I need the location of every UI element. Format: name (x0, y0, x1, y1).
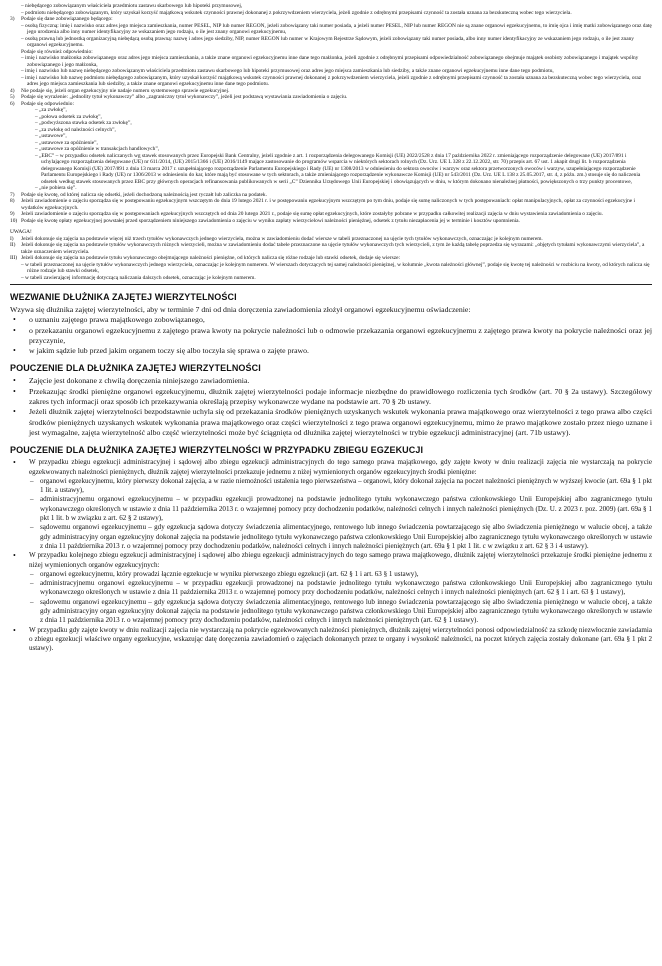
footnote-marker: 4) (10, 87, 15, 94)
footnote-marker (10, 262, 21, 275)
uwaga-notes (10, 229, 652, 281)
footnote-marker: 8) (10, 198, 15, 204)
footnote-text: – „nie pobiera się”. (35, 185, 77, 191)
uwaga-label: UWAGA! (10, 229, 32, 235)
footnote-text: – osobą fizyczną: imię i nazwisko oraz adres jego miejsca zamieszkania, numer PESEL, NIP lub numer REGON, jeżeli zobowiązany taki numer posiada, a jeżeli numer PESEL, NIP lub numer REGON nie są znane organowi egzekucyjnemu, to imię ojca i imię matki zobowiązanego oraz datę jego urodzenia albo inny numer identyfikacyjny ze wskazaniem jego rodzaju, o ile jest znany organowi egzekucyjnemu, (21, 22, 652, 35)
footnote-row (10, 218, 652, 225)
footnote-text: – imię i nazwisko lub nazwę niebędącego zobowiązanym właściciela przedmiotu zastawu skarbowego lub hipoteki przymusowej oraz adres jego miejsca zamieszkania lub siedziby, a także znane organowi egzekucyjnemu inne dane tego podmiotu, (21, 68, 554, 74)
footnote-text: – w tabeli zawierającej informację dotyczącą naliczania dalszych odsetek, oznaczając je kolejnym numerem. (21, 274, 256, 281)
footnote-text: – podmiotu niebędącego zobowiązanym, który uzyskał korzyść majątkową wskutek czynności prawnej dokonanej z pokrzywdzeniem wierzyciela, jeżeli zgodnie z odrębnymi przepisami czynność ta została uznana za bezskuteczną wobec tego wierzyciela. (21, 9, 572, 16)
list-item: • Zajęcie jest dokonane z chwilą doręczenia niniejszego zawiadomienia. (10, 376, 652, 386)
footnote-marker: III) (10, 255, 18, 261)
footnote-marker: 9) (10, 211, 15, 217)
footnote-marker (10, 36, 21, 49)
footnote-marker: 6) (10, 100, 15, 107)
footnote-text: Podaje się wyrażenie: „jednolity tytuł wykonawczy” albo „zagraniczny tytuł wykonawczy”, jeżeli jest podstawą wystawiania zawiadomienia o zajęciu. (21, 94, 348, 100)
zbieg-list (10, 458, 652, 653)
footnote-row (10, 23, 652, 36)
footnote-text: Podaje się kwotę, od której nalicza się odsetki, jeżeli dochodzoną należnością jest ryczałt lub zaliczka na podatek. (21, 191, 267, 198)
footnote-text: – „za zwłokę”, (35, 107, 67, 113)
footnote-marker: II) (10, 242, 16, 248)
footnote-marker (10, 275, 21, 282)
section-pouczenie (10, 376, 652, 438)
list-item: • o uznaniu zajętego prawa majątkowego zobowiązanego, (10, 315, 652, 325)
list-item: • Jeżeli dłużnik zajętej wierzytelności bezpodstawnie uchyla się od przekazania środków pieniężnych uzyskanych wskutek wykonania prawa majątkowego oraz wierzytelności z tego prawa albo części środków pieniężnych uzyskanych wskutek wykonania prawa majątkowego oraz części wierzytelności z tego prawa organowi egzekucyjnemu, mimo że prawo majątkowe zostało przez niego uznane i jest wymagalne, zajęta wierzytelność albo część wierzytelności może być ściągnięta od dłużnika zajętej wierzytelności w trybie egzekucji administracyjnej (art. 71b ustawy). (10, 407, 652, 438)
footnote-row (10, 153, 652, 186)
footnote-marker (10, 55, 21, 68)
footnote-text: – „połowa odsetek za zwłokę”, (35, 113, 102, 120)
sub-item: – sądowemu organowi egzekucyjnemu – gdy egzekucja sądowa dotyczy świadczenia alimentacyjnego, rentowego lub innego świadczenia powtarzającego się albo świadczenia pieniężnego w walucie obcej, a także gdy administracyjny organ egzekucyjny dokonał zajęcia na podstawie jednolitego tytułu wykonawczego państwa członkowskiego Unii Europejskiej albo zagranicznego tytułu wykonawczego określonych w ustawie z dnia 11 października 2013 r. o wzajemnej pomocy przy dochodzeniu podatków, należności celnych i innych należności pieniężnych (art. 69a § 1 pkt 1 lit. c w związku z art. 62 § 3 i 4 ustawy). (10, 523, 652, 551)
footnote-text: – w tabeli przeznaczonej na ujęcie tytułów wykonawczych jednego wierzyciela, oznaczając je kolejnym numerem. W wierszach dotyczących tej samej należności pieniężnej, w kolumnie „kwota należności głównej”, podaje się kwotę tej należności w rozbiciu na kwoty, od których nalicza się różne rodzaje lub stawki odsetek, (21, 261, 650, 274)
section-wezwanie (10, 305, 652, 356)
section-title-pouczenie: POUCZENIE DLA DŁUŻNIKA ZAJĘTEJ WIERZYTELNOŚCI (10, 363, 261, 374)
wezwanie-list (10, 315, 652, 356)
section-title-wezwanie: WEZWANIE DŁUŻNIKA ZAJĘTEJ WIERZYTELNOŚCI (10, 292, 237, 302)
footnote-row (10, 198, 652, 211)
list-item: • Przekazując środki pieniężne organowi egzekucyjnemu, dłużnik zajętej wierzytelności podaje informacje niezbędne do prawidłowego rozliczenia tych środków (art. 70 § 2a ustawy). Szczegółowy zakres tych informacji oraz sposób ich przekazywania określają przepisy wykonawcze wydane na podstawie art. 70 § 2b ustawy. (10, 387, 652, 408)
pouczenie-list (10, 376, 652, 438)
list-item: • w jakim sądzie lub przed jakim organem toczy się albo toczyła się sprawa o zajęte prawo. (10, 346, 652, 356)
footnote-text: Jeżeli dokonuje się zajęcia na podstawie tytułu wykonawczego obejmującego należności pieniężne, od których nalicza się różne rodzaje lub stawki odsetek, dodaje się wiersze: (21, 255, 400, 261)
footnote-marker (10, 23, 21, 36)
footnote-row (10, 55, 652, 68)
sub-item: – organowi egzekucyjnemu, który pierwszy dokonał zajęcia, a w razie niemożności ustalenia tego pierwszeństwa – organowi, który dokonał zajęcia na poczet należności pieniężnych w wyższej kwocie (art. 69a § 1 pkt 1 lit. a ustawy), (10, 477, 652, 496)
list-item: • W przypadku gdy zajęte kwoty w dniu realizacji zajęcia nie wystarczają na pokrycie egzekwowanych należności pieniężnych, dłużnik zajętej wierzytelności ponosi odpowiedzialność za szkodę niezwłocznie zawiadamia o zbiegu egzekucji właściwe organy egzekucyjne, wskazując datę doręczenia zawiadomień o zajęciach dokonanych przez te organy i wysokość należności, na poczet których zajęcia zostały dokonane (art. 69a § 1 pkt 2 ustawy). (10, 626, 652, 654)
footnote-text: – imię i nazwisko małżonka zobowiązanego oraz adres jego miejsca zamieszkania, a także znane organowi egzekucyjnemu inne dane tego małżonka, jeżeli zgodnie z odrębnymi przepisami odpowiedzialność zobowiązanego obejmuje majątek osobisty zobowiązanego i majątek wspólny zobowiązanego i jego małżonka, (21, 55, 639, 68)
list-item: • W przypadku kolejnego zbiegu egzekucji administracyjnej i sądowej albo zbiegu egzekucji administracyjnych do tego samego prawa majątkowego, dłużnik zajętej wierzytelności przekazuje środki pieniężne jednemu z niżej wymienionych organów egzekucyjnych: (10, 551, 652, 570)
list-item: • o przekazaniu organowi egzekucyjnemu z zajętego prawa kwoty na pokrycie należności lub o odmowie przekazania organowi egzekucyjnemu z zajętego prawa kwoty na pokrycie należności oraz jej przyczynie, (10, 326, 652, 347)
footnote-row (10, 242, 652, 255)
footnote-text: Podaje się odpowiednio: (21, 100, 75, 107)
separator (10, 284, 652, 285)
footnote-text: Podaje się również odpowiednio: (21, 48, 93, 55)
footnote-row (10, 262, 652, 275)
footnote-text: – niebędącego zobowiązanym właściciela przedmiotu zastawu skarbowego lub hipoteki przymusowej, (21, 3, 243, 9)
footnote-text: Jeżeli dokonuje się zajęcia na podstawie więcej niż trzech tytułów wykonawczych jednego wierzyciela, można w zawiadomieniu dodać wiersze w tabeli przeznaczonej na ujęcie tych tytułów wykonawczych, oznaczając je kolejnym numerem. (21, 235, 543, 242)
footnote-text: – „ustawowe”, (35, 133, 67, 139)
list-item: • W przypadku zbiegu egzekucji administracyjnej i sądowej albo zbiegu egzekucji administracyjnych do tego samego prawa majątkowego, gdy zajęte kwoty w dniu realizacji zajęcia nie wystarczają na pokrycie egzekwowanych należności pieniężnych, dłużnik zajętej wierzytelności przekazuje jednemu z niżej wymienionych organów egzekucyjnych środki pieniężne: (10, 458, 652, 477)
sub-item: – administracyjnemu organowi egzekucyjnemu – w przypadku egzekucji prowadzonej na podstawie jednolitego tytułu wykonawczego państwa członkowskiego Unii Europejskiej albo zagranicznego tytułu wykonawczego określonych w ustawie z dnia 11 października 2013 r. o wzajemnej pomocy przy dochodzeniu podatków, należności celnych i innych należności pieniężnych (art. 62 § 1 i art. 63 § 1 ustawy), (10, 579, 652, 598)
footnote-marker (10, 75, 21, 88)
section-title-pouczenie-zbieg: POUCZENIE DLA DŁUŻNIKA ZAJĘTEJ WIERZYTELNOŚCI W PRZYPADKU ZBIEGU EGZEKUCJI (10, 445, 424, 456)
footnote-text: – „EBC” – w przypadku odsetek naliczanych wg stawek stosowanych przez Europejski Bank Centralny, jeżeli zgodnie z art. 1 rozporządzenia delegowanego Komisji (UE) 2022/2528 z dnia 17 października 2022 r. zmieniającego rozporządzenie delegowane (UE) 2017/891 i uchylającego rozporządzenia delegowane (UE) nr 611/2014, (UE) 2015/1366 i (UE) 2016/1149 mające zastosowanie do programów wsparcia w niektórych sektorach rolnych (Dz. Urz. UE L 328 z 22.12.2022, str. 70) przepis art. 67 ust. 1 akapit drugi lit. b rozporządzenia delegowanego Komisji (UE) 2017/891 z dnia 13 marca 2017 r. uzupełniającego rozporządzenie Parlamentu Europejskiego i Rady (UE) nr 1308/2013 w odniesieniu do sektora owoców i warzyw oraz sektora przetworzonych owoców i warzyw, uzupełniającego rozporządzenie Parlamentu Europejskiego i Rady (UE) nr 1306/2013 w odniesieniu do kar, które mają być stosowane w tych sektorach, a także zmieniającego rozporządzenie wykonawcze Komisji (UE) nr 543/2011 (Dz. Urz. UE L 138 z 25.05.2017, str. 4, z późn. zm.) stosuje się do naliczenia odsetek według stawek stosowanych przez EBC przy głównych operacjach refinansowania publikowanych w serii „C” Dziennika Urzędowego Unii Europejskiej i obowiązujących w dniu, w którym dokonano nienależnej płatności, powiększonych o trzy punkty procentowe, (35, 152, 641, 185)
footnote-row (10, 36, 652, 49)
footnote-text: – osobą prawną lub jednostką organizacyjną niebędącą osobą prawną: nazwę i adres jego siedziby, NIP, numer REGON lub numer w Krajowym Rejestrze Sądowym, jeżeli zobowiązany taki numer posiada, albo inny numer identyfikacyjny ze wskazaniem jego rodzaju, o ile jest znany organowi egzekucyjnemu. (21, 35, 634, 48)
footnote-text: – „podwyższona stawka odsetek za zwłokę”, (35, 120, 132, 126)
wezwanie-intro: Wzywa się dłużnika zajętej wierzytelności, aby w terminie 7 dni od dnia doręczenia zawiadomienia złożył organowi egzekucyjnemu oświadczenie: (10, 305, 471, 314)
footnote-marker: 10) (10, 217, 18, 224)
footnote-text: Jeżeli dokonuje się zajęcia na podstawie tytułów wykonawczych różnych wierzycieli, można w zawiadomieniu dodać tabele przeznaczone na ujęcie tytułów wykonawczych tych wierzycieli, z tym że każdą tabelę poprzedza się wyrazami: „objętych tytułami wykonawczymi wierzyciela”, a także oznaczeniem wierzyciela. (21, 242, 645, 255)
footnote-text: – „za zwłokę od należności celnych”, (35, 126, 116, 133)
footnote-text: – imię i nazwisko lub nazwę podmiotu niebędącego zobowiązanym, który uzyskał korzyść majątkową wskutek czynności prawnej dokonanej z pokrzywdzeniem wierzyciela, jeżeli zgodnie z odrębnymi przepisami czynność ta została uznana za bezskuteczną wobec tego wierzyciela, oraz adres jego miejsca zamieszkania lub siedziby, a także znane organowi egzekucyjnemu inne dane tego podmiotu. (21, 74, 642, 87)
footnotes (10, 3, 652, 224)
footnote-row (10, 275, 652, 282)
footnote-text: Nie podaje się, jeżeli organ egzekucyjny nie nadaje numeru systemowego sprawie egzekucyjnej. (21, 87, 230, 94)
footnote-marker: I) (10, 235, 14, 242)
sub-item: – administracyjnemu organowi egzekucyjnemu – w przypadku egzekucji prowadzonej na podstawie jednolitego tytułu wykonawczego państwa członkowskiego Unii Europejskiej albo zagranicznego tytułu wykonawczego określonych w ustawie z dnia 11 października 2013 r. o wzajemnej pomocy przy dochodzeniu podatków, należności celnych i innych należności pieniężnych (Dz. U. z 2023 r. poz. 2009) (art. 69a § 1 pkt 1 lit. b w związku z art. 62 § 2 ustawy), (10, 495, 652, 523)
footnote-text: Podaje się kwotę opłaty egzekucyjnej powstałej przed sporządzeniem niniejszego zawiadomienia o zajęciu w wyniku zapłaty wierzycielowi należności pieniężnej, odsetek z tytułu niezapłacenia jej w terminie i kosztów upomnienia. (21, 217, 520, 224)
footnote-marker (10, 153, 21, 186)
footnote-text: Podaje się dane zobowiązanego będącego: (21, 16, 113, 22)
section-pouczenie-zbieg (10, 458, 652, 653)
footnote-text: Jeżeli zawiadomienie o zajęciu sporządza się w postępowaniach egzekucyjnych wszczętych od dnia 20 lutego 2021 r., podaje się sumę opłat egzekucyjnych, które zostałyby pobrane w przypadku całkowitej realizacji zajęcia w dniu wystawienia zawiadomienia o zajęciu. (21, 211, 603, 217)
footnote-marker: 3) (10, 16, 15, 22)
footnote-marker: 7) (10, 191, 15, 198)
footnote-row (10, 75, 652, 88)
footnote-marker: 5) (10, 94, 15, 100)
footnote-text: – „ustawowe za opóźnienie w transakcjach handlowych”, (35, 146, 160, 152)
sub-item: – organowi egzekucyjnemu, który prowadzi łącznie egzekucje w wyniku pierwszego zbiegu egzekucji (art. 62 § 1 i art. 63 § 1 ustawy), (10, 570, 652, 579)
footnote-text: – „ustawowe za opóźnienie”, (35, 139, 98, 146)
sub-item: – sądowemu organowi egzekucyjnemu – gdy egzekucja sądowa dotyczy świadczenia alimentacyjnego, rentowego lub innego świadczenia powtarzającego się albo świadczenia pieniężnego w walucie obcej, a także gdy administracyjny organ egzekucyjny dokonał zajęcia na podstawie jednolitego tytułu wykonawczego państwa członkowskiego Unii Europejskiej albo zagranicznego tytułu wykonawczego określonych w ustawie z dnia 11 października 2013 r. o wzajemnej pomocy przy dochodzeniu podatków, należności celnych i innych należności pieniężnych (art. 62 § 1 ustawy). (10, 598, 652, 626)
footnote-text: Jeżeli zawiadomienie o zajęciu sporządza się w postępowaniu egzekucyjnym wszczętym do dnia 19 lutego 2021 r. i w postępowaniu egzekucyjnym wszczętym po tym dniu, podaje się sumę naliczonych w tych postępowaniach: opłat manipulacyjnych, opłat za czynności egzekucyjne i wydatków egzekucyjnych. (21, 198, 636, 211)
